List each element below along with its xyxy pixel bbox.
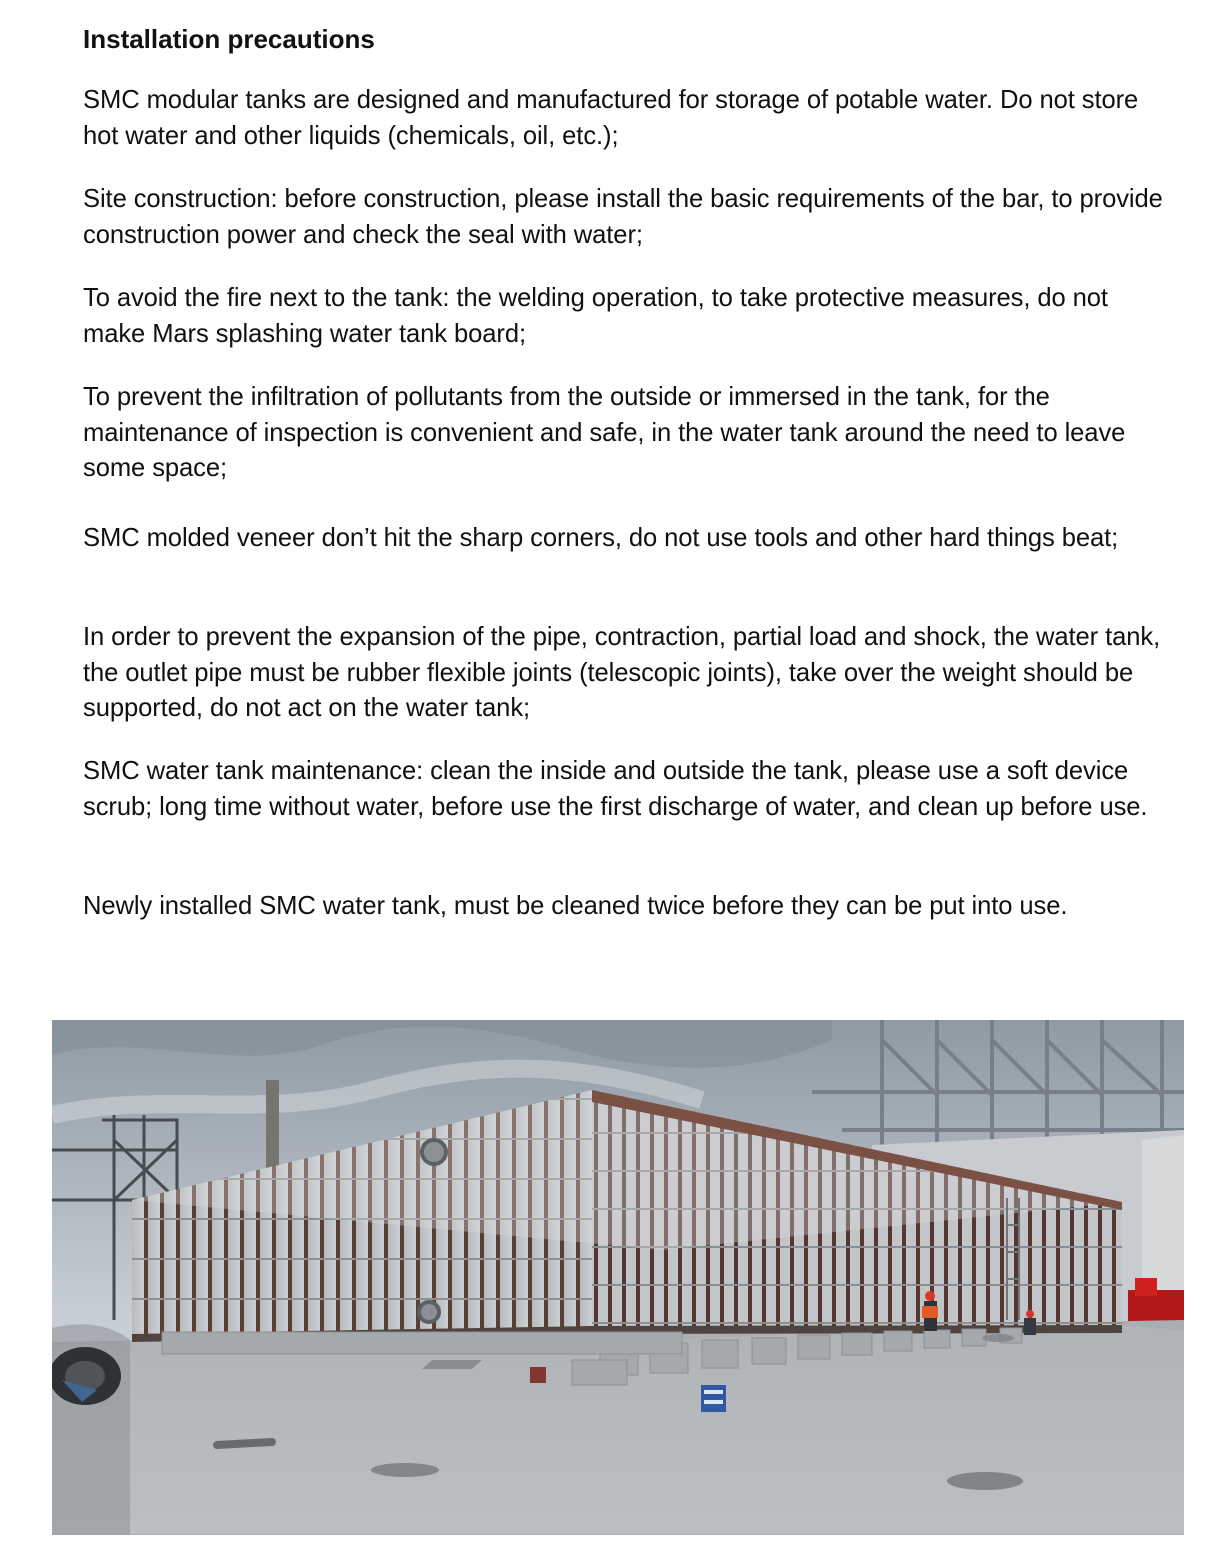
paragraph-veneer-care: SMC molded veneer don’t hit the sharp corners, do not use tools and other hard things beat; [83,524,1119,552]
page-title: Installation precautions [83,24,375,54]
paragraph-pollutants-space: To prevent the infiltration of pollutants from the outside or immersed in the tank, for the maintenance of inspection is convenient and safe, in the water tank around the need to leave some space; [83,383,1126,482]
paragraph-fire-protection: To avoid the fire next to the tank: the welding operation, to take protective measures, do not make Mars splashing water tank board; [83,284,1108,348]
paragraph-site-construction: Site construction: before construction, please install the basic requirements of the bar, to provide construction power and check the seal with water; [83,185,1163,249]
paragraph-potable-water: SMC modular tanks are designed and manufactured for storage of potable water. Do not store hot water and other liquids (chemicals, oil, etc.); [83,86,1139,150]
paragraph-maintenance: SMC water tank maintenance: clean the inside and outside the tank, please use a soft device scrub; long time without water, before use the first discharge of water, and clean up before use. [83,757,1148,821]
paragraph-flexible-joints: In order to prevent the expansion of the pipe, contraction, partial load and shock, the water tank, the outlet pipe must be rubber flexible joints (telescopic joints), take over the weight should be supported, do not act on the water tank; [83,623,1161,722]
water-tank-photo [52,1020,1184,1535]
paragraph-cleaning: Newly installed SMC water tank, must be cleaned twice before they can be put into use. [83,892,1068,920]
